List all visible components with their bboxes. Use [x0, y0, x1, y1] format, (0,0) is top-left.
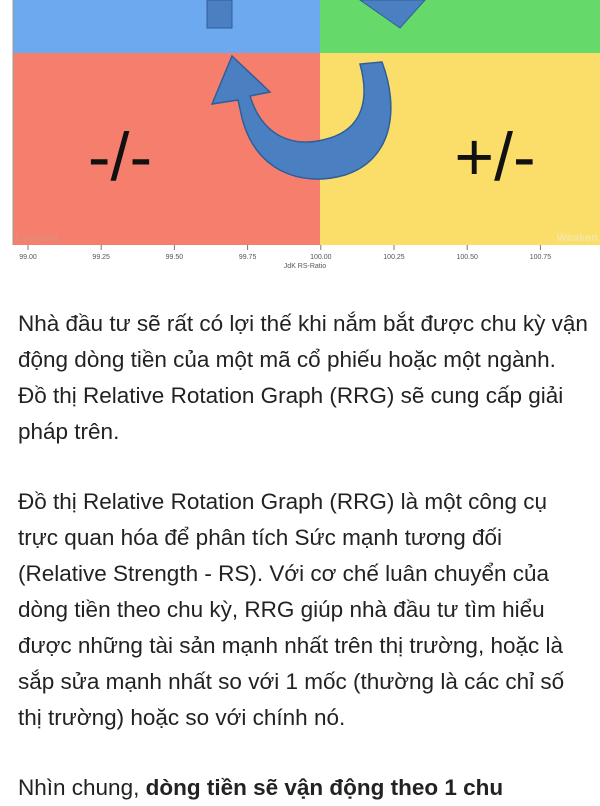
sign-bottom-left: -/-: [87, 119, 153, 195]
quadrant-top-left: [13, 0, 320, 53]
x-tick-label: 99.25: [92, 254, 110, 261]
quadrant-label-lagging: Lagging: [16, 232, 59, 244]
rrg-chart: [0, 0, 600, 272]
paragraph-2: Đồ thị Relative Rotation Graph (RRG) là một công cụ trực quan hóa để phân tích Sức mạnh tương đối (Relative Strength - RS). Với cơ chế luân chuyển của dòng tiền theo chu kỳ, RRG giúp nhà đầu tư tìm hiểu được những tài sản mạnh nhất trên thị trường, hoặc là sắp sửa mạnh nhất so với 1 mốc (thường là các chỉ số thị trường) hoặc so với chính nó.: [18, 489, 565, 730]
x-tick-label: 99.75: [238, 254, 257, 261]
x-tick-label: 100.00: [310, 254, 332, 261]
paragraph-3-intro: Nhìn chung,: [18, 775, 146, 800]
article-body: [18, 306, 588, 806]
x-tick-label: 100.25: [383, 254, 405, 261]
x-tick-label: 99.00: [19, 254, 37, 261]
paragraph-3-bold: dòng tiền sẽ vận động theo 1 chu: [145, 775, 504, 800]
sign-bottom-right: +/-: [454, 119, 536, 195]
rrg-chart-svg: [0, 0, 600, 272]
paragraph-3: [18, 770, 588, 806]
quadrant-label-weaken: Weaken: [556, 232, 598, 244]
quadrant-top-right: [320, 0, 600, 53]
paragraph-1: Nhà đầu tư sẽ rất có lợi thế khi nắm bắt được chu kỳ vận động dòng tiền của một mã cổ phiếu hoặc một ngành. Đồ thị Relative Rotation Graph (RRG) sẽ cung cấp giải pháp trên.: [18, 311, 588, 444]
x-tick-label: 100.75: [529, 254, 552, 261]
x-tick-label: 100.50: [456, 254, 478, 261]
x-axis: [19, 245, 551, 261]
x-axis-label: JdK RS-Ratio: [283, 263, 327, 270]
x-tick-label: 99.50: [165, 254, 184, 261]
